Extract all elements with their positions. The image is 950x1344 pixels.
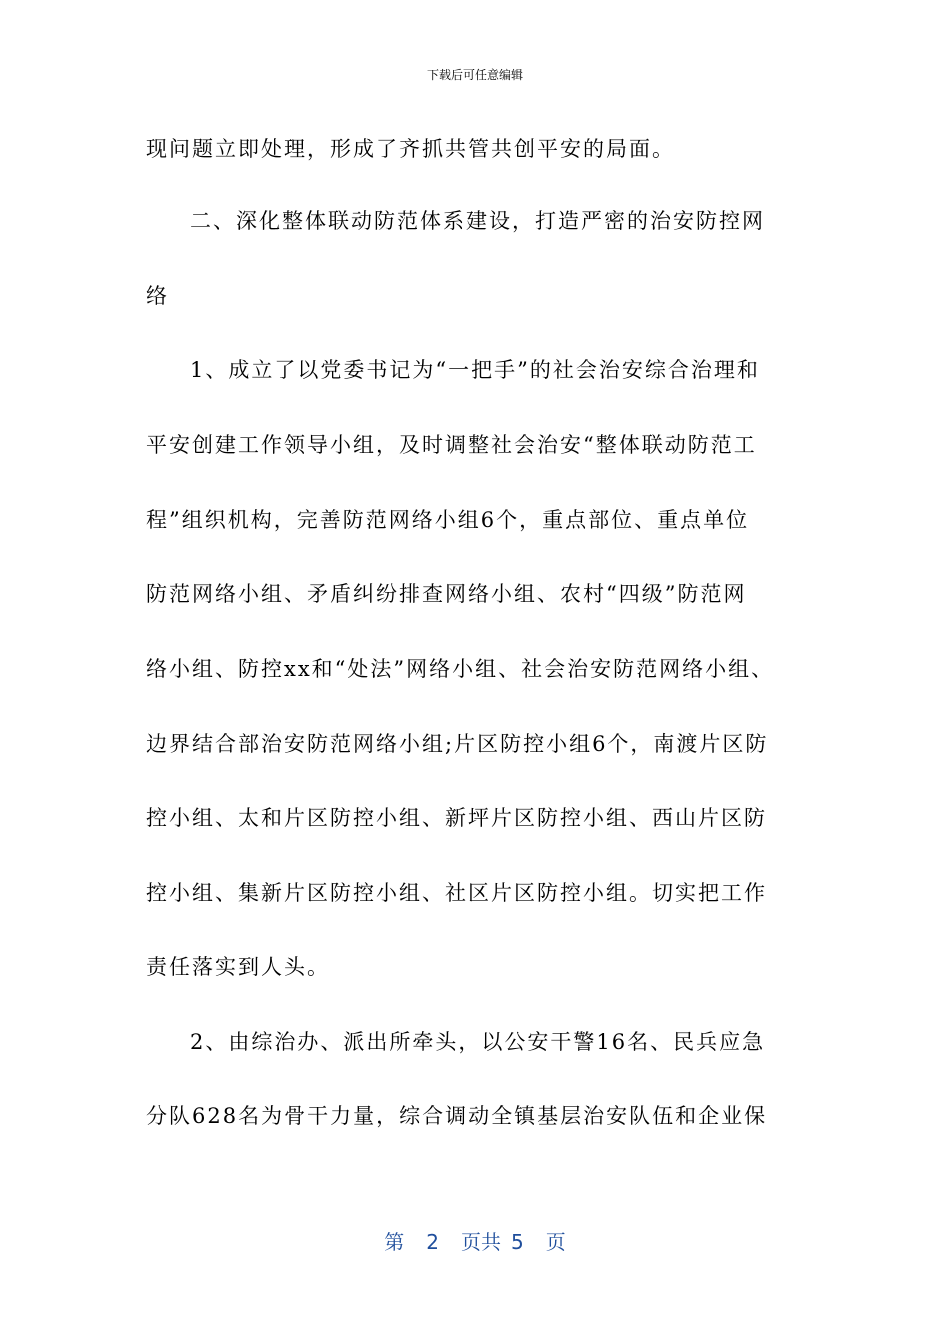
paragraph-line: 防范网络小组、矛盾纠纷排查网络小组、农村“四级”防范网 [146,582,747,606]
header-note: 下载后可任意编辑 [426,68,523,82]
paragraph-line: 平安创建工作领导小组，及时调整社会治安“整体联动防范工 [146,433,757,457]
paragraph-line: 边界结合部治安防范网络小组;片区防控小组6个，南渡片区防 [146,732,769,756]
page-number-footer [0,1226,950,1255]
paragraph-line: 现问题立即处理，形成了齐抓共管共创平安的局面。 [146,137,675,161]
footer-middle: 页共 [461,1230,501,1254]
paragraph-line: 控小组、集新片区防控小组、社区片区防控小组。切实把工作 [146,881,767,905]
paragraph-line: 2、由综治办、派出所牵头，以公安干警16名、民兵应急 [190,1030,766,1054]
footer-suffix: 页 [545,1230,566,1254]
section-heading-line: 络 [146,284,169,308]
footer-prefix: 第 [384,1230,405,1254]
footer-total-pages: 5 [511,1230,524,1254]
paragraph-line: 控小组、太和片区防控小组、新坪片区防控小组、西山片区防 [146,806,767,830]
footer-current-page: 2 [426,1230,439,1254]
section-heading-line: 二、深化整体联动防范体系建设，打造严密的治安防控网 [190,209,765,233]
paragraph-line: 程”组织机构，完善防范网络小组6个，重点部位、重点单位 [146,508,750,532]
paragraph-line: 分队628名为骨干力量，综合调动全镇基层治安队伍和企业保 [146,1104,768,1128]
paragraph-line: 络小组、防控xx和“处法”网络小组、社会治安防范网络小组、 [146,657,775,681]
paragraph-line: 1、成立了以党委书记为“一把手”的社会治安综合治理和 [190,358,760,382]
paragraph-line: 责任落实到人头。 [146,955,330,979]
